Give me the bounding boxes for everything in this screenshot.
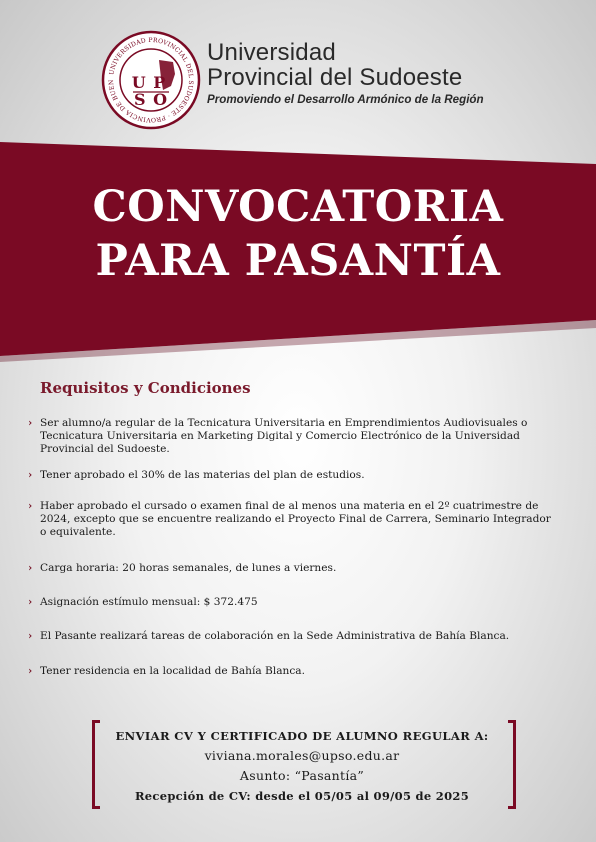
banner-title-line2: PARA PASANTÍA: [95, 236, 501, 286]
requirement-item: Tener residencia en la localidad de Bahía Blanca.: [40, 665, 305, 677]
requirement-item: Tener aprobado el 30% de las materias del plan de estudios.: [40, 469, 365, 481]
contact-dates: Recepción de CV: desde el 05/05 al 09/05 de 2025: [134, 789, 470, 803]
header: [0, 0, 596, 140]
contact-box: [100, 726, 504, 807]
contact-subject: Asunto: “Pasantía”: [239, 768, 365, 783]
requirements-title: Requisitos y Condiciones: [40, 379, 251, 397]
requirement-item: Carga horaria: 20 horas semanales, de lunes a viernes.: [40, 562, 337, 574]
requirement-item: Asignación estímulo mensual: $ 372.475: [40, 596, 258, 608]
university-name-line2: Provincial del Sudoeste: [207, 64, 463, 91]
banner-title-line1: CONVOCATORIA: [92, 182, 504, 232]
left-bracket-decoration: [92, 720, 100, 809]
requirement-item: Haber aprobado el cursado o examen final de al menos una materia en el 2º cuatrimestre de 2024, excepto que se encuentre realizando el Proyecto Final de Carrera, Seminario Integrador o equivalente.: [40, 500, 551, 538]
bullet-chevron-icon: ›: [28, 596, 33, 608]
university-name-block: [207, 40, 484, 106]
banner-title: [0, 180, 596, 288]
requirement-item: Ser alumno/a regular de la Tecnicatura Universitaria en Emprendimientos Audiovisuales o Tecnicatura Universitaria en Marketing Digital y Comercio Electrónico de la Universidad Provincial del Sudoeste.: [40, 417, 528, 455]
bullet-chevron-icon: ›: [28, 630, 33, 642]
university-seal-logo: [101, 30, 201, 130]
university-tagline: Promoviendo el Desarrollo Armónico de la Región: [207, 93, 484, 106]
right-bracket-decoration: [508, 720, 516, 809]
bullet-chevron-icon: ›: [28, 562, 33, 574]
bullet-chevron-icon: ›: [28, 469, 33, 481]
requirement-item: El Pasante realizará tareas de colaboración en la Sede Administrativa de Bahía Blanca.: [40, 630, 510, 642]
seal-ring-text: UNIVERSIDAD PROVINCIAL DEL SUDOESTE · PROVINCIA DE BUEN: [107, 36, 195, 124]
bullet-chevron-icon: ›: [28, 665, 33, 677]
svg-text:U P: U P: [131, 73, 167, 92]
svg-text:S O: S O: [133, 90, 169, 109]
contact-instruction: ENVIAR CV Y CERTIFICADO DE ALUMNO REGULAR A:: [115, 729, 489, 743]
bullet-chevron-icon: ›: [28, 417, 33, 429]
university-name-line1: Universidad: [207, 39, 336, 66]
bullet-chevron-icon: ›: [28, 500, 33, 512]
contact-email: viviana.morales@upso.edu.ar: [204, 748, 400, 763]
